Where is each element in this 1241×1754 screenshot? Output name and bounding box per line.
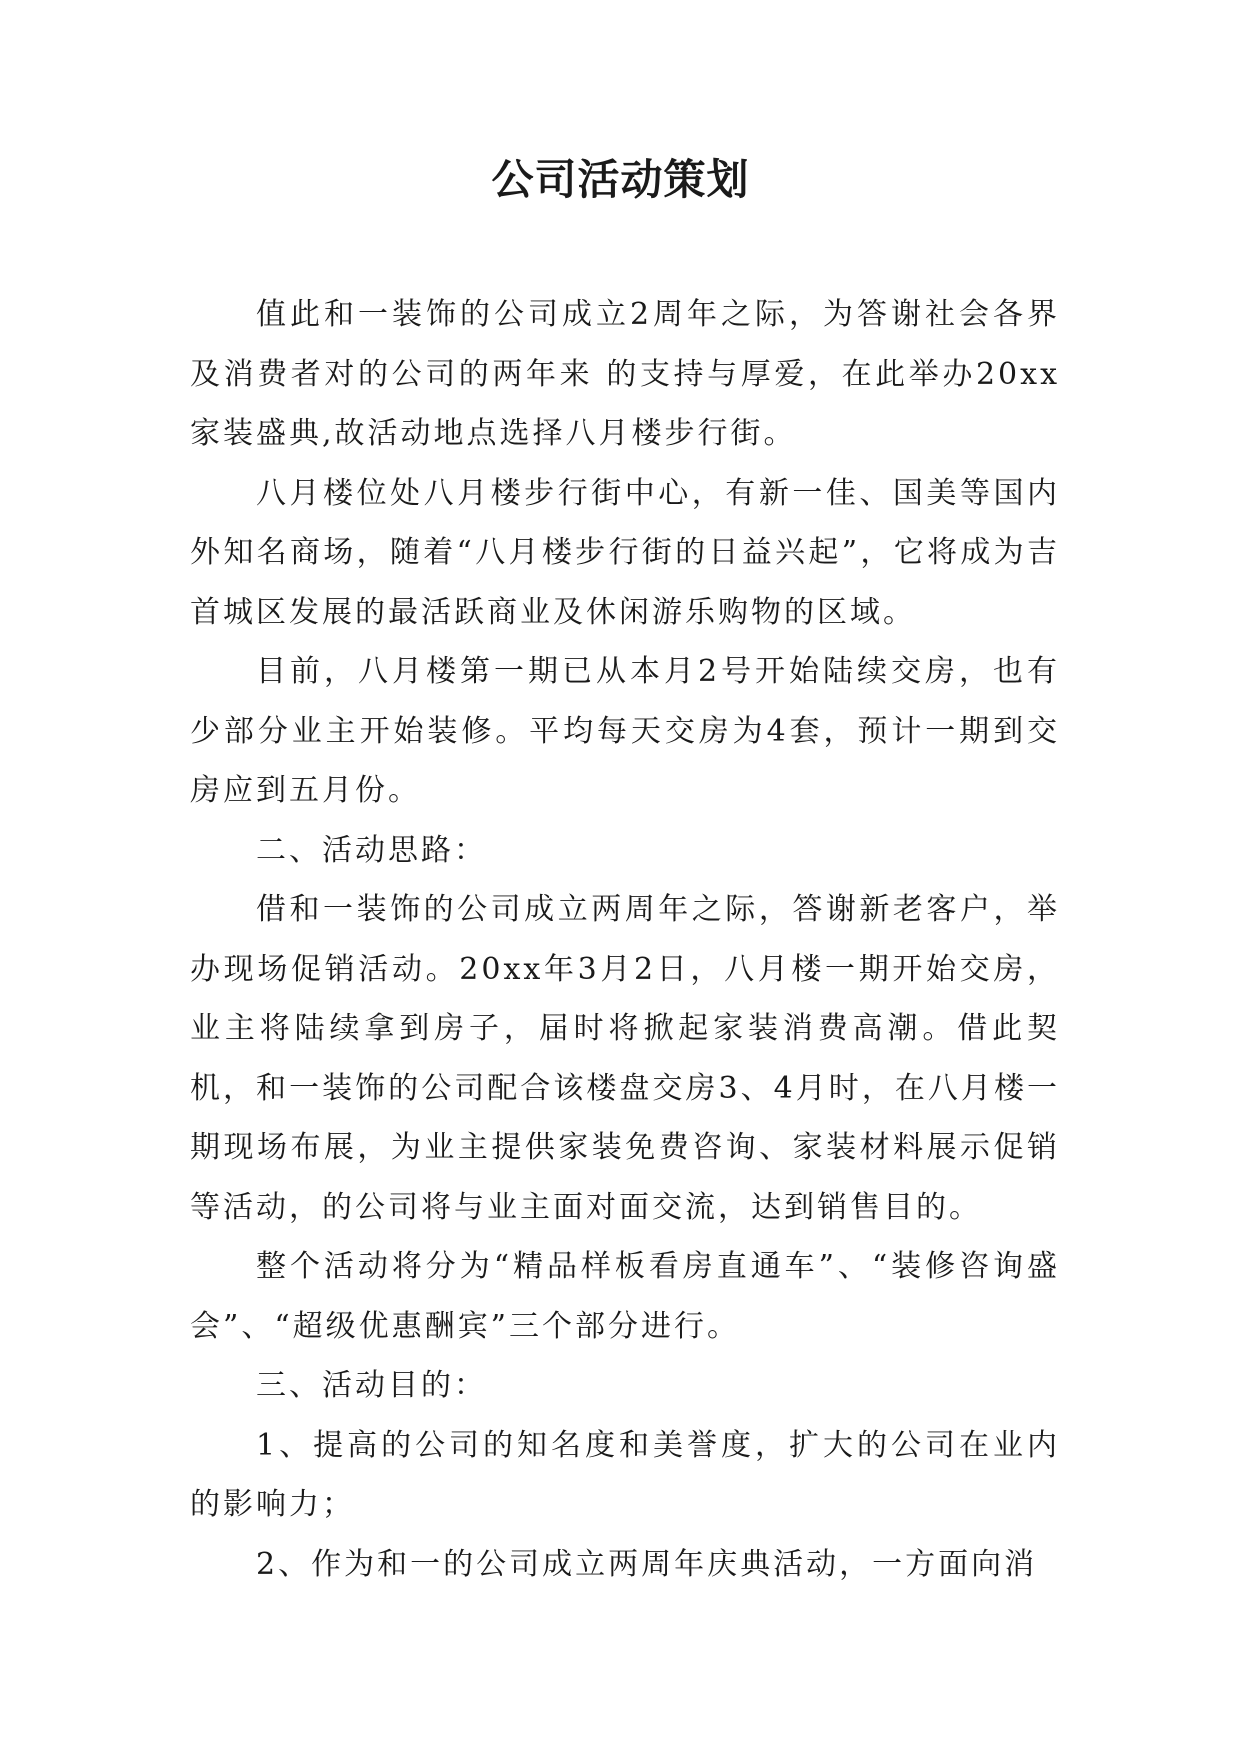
paragraph-activity-parts: 整个活动将分为“精品样板看房直通车”、“装修咨询盛会”、“超级优惠酬宾”三个部分进行。 [190,1249,1060,1344]
document-body [190,285,1060,1594]
document-title: 公司活动策划 [491,155,750,204]
paragraph-current-status: 目前，八月楼第一期已从本月2号开始陆续交房，也有少部分业主开始装修。平均每天交房为4套，预计一期到交房应到五月份。 [190,654,1060,808]
section-heading-activity-purpose: 三、活动目的： [256,1368,487,1403]
section-heading-activity-idea: 二、活动思路： [256,832,487,868]
paragraph-activity-idea: 借和一装饰的公司成立两周年之际，答谢新老客户，举办现场促销活动。20xx年3月2日，八月楼一期开始交房，业主将陆续拿到房子，届时将掀起家装消费高潮。借此契机，和一装饰的公司配合该楼盘交房3、4月时，在八月楼一期现场布展，为业主提供家装免费咨询、家装材料展示促销等活动，的公司将与业主面对面交流，达到销售目的。 [190,892,1060,1225]
list-item-purpose-1: 1、提高的公司的知名度和美誉度，扩大的公司在业内的影响力； [190,1427,1060,1522]
list-item-purpose-2: 2、作为和一的公司成立两周年庆典活动，一方面向消 [256,1546,1038,1582]
paragraph-location: 八月楼位处八月楼步行街中心，有新一佳、国美等国内外知名商场，随着“八月楼步行街的日益兴起”，它将成为吉首城区发展的最活跃商业及休闲游乐购物的区域。 [190,475,1060,630]
paragraph-intro: 值此和一装饰的公司成立2周年之际，为答谢社会各界及消费者对的公司的两年来 的支持与厚爱，在此举办20xx家装盛典,故活动地点选择八月楼步行街。 [190,297,1060,451]
